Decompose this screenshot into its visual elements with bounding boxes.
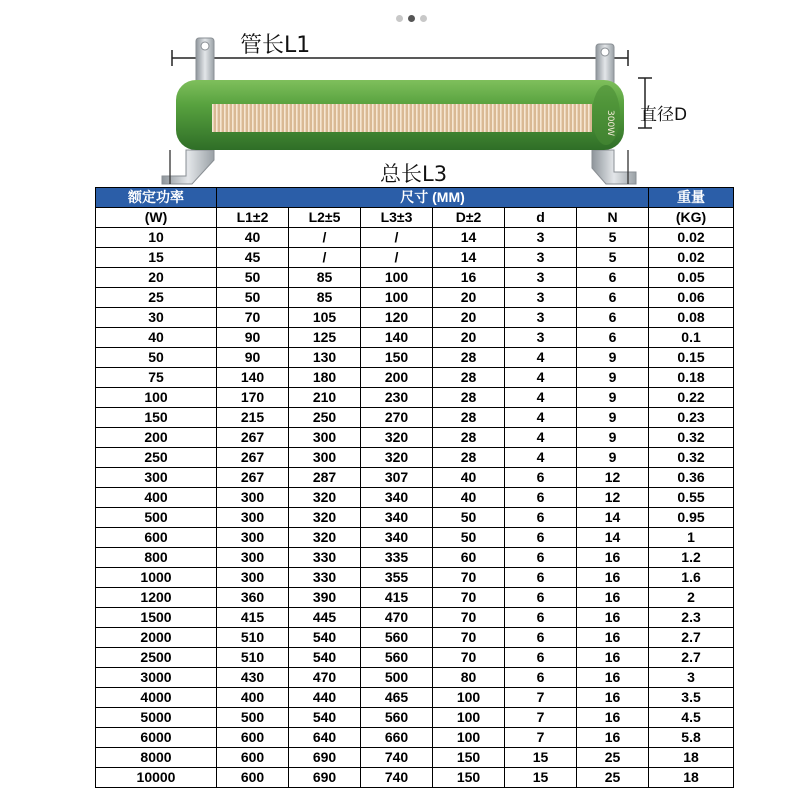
- table-cell: 125: [289, 328, 361, 348]
- table-cell: /: [289, 228, 361, 248]
- table-cell: 360: [217, 588, 289, 608]
- table-cell: 0.02: [649, 248, 734, 268]
- table-cell: 50: [433, 508, 505, 528]
- table-row: [96, 268, 734, 288]
- table-cell: 300: [289, 428, 361, 448]
- table-cell: 100: [433, 688, 505, 708]
- table-cell: 340: [361, 528, 433, 548]
- table-cell: 25: [577, 748, 649, 768]
- table-cell: 4: [505, 368, 577, 388]
- table-cell: 300: [289, 448, 361, 468]
- table-cell: 16: [577, 708, 649, 728]
- col-header: d: [505, 208, 577, 228]
- table-cell: 320: [289, 508, 361, 528]
- table-cell: 20: [96, 268, 217, 288]
- table-cell: 470: [361, 608, 433, 628]
- table-row: [96, 568, 734, 588]
- table-cell: 16: [577, 588, 649, 608]
- table-row: [96, 308, 734, 328]
- table-cell: 50: [217, 288, 289, 308]
- table-cell: 9: [577, 348, 649, 368]
- table-cell: 320: [361, 428, 433, 448]
- col-header: D±2: [433, 208, 505, 228]
- table-cell: 180: [289, 368, 361, 388]
- table-cell: 510: [217, 648, 289, 668]
- table-cell: 105: [289, 308, 361, 328]
- table-cell: 0.32: [649, 448, 734, 468]
- table-cell: 4: [505, 348, 577, 368]
- table-cell: 14: [433, 248, 505, 268]
- table-cell: 300: [217, 508, 289, 528]
- table-cell: 440: [289, 688, 361, 708]
- table-cell: /: [289, 248, 361, 268]
- table-row: [96, 768, 734, 788]
- table-cell: 6: [505, 528, 577, 548]
- table-row: [96, 288, 734, 308]
- table-cell: 3: [505, 328, 577, 348]
- table-cell: 20: [433, 308, 505, 328]
- col-header: (W): [96, 208, 217, 228]
- table-cell: /: [361, 248, 433, 268]
- table-cell: 40: [96, 328, 217, 348]
- table-cell: 300: [217, 548, 289, 568]
- header-rated-power: 额定功率: [96, 188, 217, 208]
- table-cell: 267: [217, 468, 289, 488]
- col-header: L3±3: [361, 208, 433, 228]
- table-cell: 6: [505, 548, 577, 568]
- label-diameter: 直径D: [640, 105, 688, 125]
- table-cell: 100: [361, 288, 433, 308]
- table-cell: 70: [433, 568, 505, 588]
- table-cell: 320: [289, 528, 361, 548]
- table-cell: 0.95: [649, 508, 734, 528]
- table-cell: 10: [96, 228, 217, 248]
- table-cell: 3: [505, 308, 577, 328]
- label-tube-length: 管长L1: [240, 33, 311, 58]
- table-row: [96, 588, 734, 608]
- table-cell: 28: [433, 448, 505, 468]
- table-cell: 540: [289, 628, 361, 648]
- table-cell: 300: [217, 488, 289, 508]
- table-cell: 25: [577, 768, 649, 788]
- table-cell: 6: [577, 268, 649, 288]
- table-cell: 170: [217, 388, 289, 408]
- table-cell: 2.3: [649, 608, 734, 628]
- table-cell: 12: [577, 488, 649, 508]
- table-cell: 8000: [96, 748, 217, 768]
- table-cell: 6: [505, 508, 577, 528]
- table-cell: 200: [361, 368, 433, 388]
- table-cell: 2.7: [649, 628, 734, 648]
- table-cell: 6: [505, 468, 577, 488]
- table-cell: 690: [289, 748, 361, 768]
- table-cell: 600: [96, 528, 217, 548]
- table-row: [96, 628, 734, 648]
- table-cell: 10000: [96, 768, 217, 788]
- table-cell: 18: [649, 768, 734, 788]
- table-cell: 9: [577, 408, 649, 428]
- table-cell: 355: [361, 568, 433, 588]
- table-cell: /: [361, 228, 433, 248]
- table-cell: 445: [289, 608, 361, 628]
- table-row: [96, 668, 734, 688]
- table-cell: 7: [505, 728, 577, 748]
- table-cell: 3: [505, 248, 577, 268]
- table-cell: 2.7: [649, 648, 734, 668]
- table-cell: 6: [505, 628, 577, 648]
- table-cell: 270: [361, 408, 433, 428]
- table-cell: 390: [289, 588, 361, 608]
- table-cell: 16: [577, 668, 649, 688]
- table-cell: 12: [577, 468, 649, 488]
- table-cell: 14: [577, 528, 649, 548]
- table-cell: 6: [505, 648, 577, 668]
- table-cell: 25: [96, 288, 217, 308]
- table-cell: 15: [505, 748, 577, 768]
- table-cell: 15: [505, 768, 577, 788]
- table-cell: 740: [361, 768, 433, 788]
- table-cell: 400: [217, 688, 289, 708]
- table-cell: 320: [289, 488, 361, 508]
- table-cell: 40: [217, 228, 289, 248]
- table-cell: 0.18: [649, 368, 734, 388]
- table-cell: 60: [433, 548, 505, 568]
- table-cell: 16: [577, 568, 649, 588]
- table-cell: 15: [96, 248, 217, 268]
- table-cell: 690: [289, 768, 361, 788]
- table-cell: 5.8: [649, 728, 734, 748]
- table-cell: 6: [577, 328, 649, 348]
- col-header: (KG): [649, 208, 734, 228]
- table-cell: 4: [505, 428, 577, 448]
- table-cell: 320: [361, 448, 433, 468]
- table-cell: 75: [96, 368, 217, 388]
- table-cell: 470: [289, 668, 361, 688]
- table-cell: 16: [577, 688, 649, 708]
- table-row: [96, 348, 734, 368]
- table-cell: 18: [649, 748, 734, 768]
- table-cell: 600: [217, 728, 289, 748]
- table-cell: 100: [361, 268, 433, 288]
- table-cell: 85: [289, 288, 361, 308]
- table-cell: 1: [649, 528, 734, 548]
- table-cell: 6: [505, 608, 577, 628]
- table-cell: 6: [505, 568, 577, 588]
- table-cell: 16: [577, 628, 649, 648]
- spec-table-body: [96, 228, 734, 788]
- table-cell: 300: [96, 468, 217, 488]
- table-cell: 28: [433, 428, 505, 448]
- table-cell: 16: [577, 608, 649, 628]
- table-row: [96, 748, 734, 768]
- table-cell: 45: [217, 248, 289, 268]
- table-cell: 14: [433, 228, 505, 248]
- table-cell: 1000: [96, 568, 217, 588]
- table-cell: 9: [577, 388, 649, 408]
- table-cell: 80: [433, 668, 505, 688]
- table-cell: 465: [361, 688, 433, 708]
- table-cell: 90: [217, 328, 289, 348]
- table-cell: 9: [577, 368, 649, 388]
- table-cell: 540: [289, 648, 361, 668]
- table-cell: 540: [289, 708, 361, 728]
- table-cell: 3: [649, 668, 734, 688]
- table-row: [96, 248, 734, 268]
- table-cell: 415: [217, 608, 289, 628]
- table-cell: 140: [361, 328, 433, 348]
- table-cell: 1500: [96, 608, 217, 628]
- table-cell: 7: [505, 688, 577, 708]
- table-cell: 16: [433, 268, 505, 288]
- col-header: L2±5: [289, 208, 361, 228]
- table-cell: 300: [217, 568, 289, 588]
- table-cell: 560: [361, 648, 433, 668]
- table-cell: 800: [96, 548, 217, 568]
- table-cell: 210: [289, 388, 361, 408]
- table-cell: 6: [505, 588, 577, 608]
- table-cell: 3000: [96, 668, 217, 688]
- table-cell: 70: [433, 628, 505, 648]
- table-cell: 400: [96, 488, 217, 508]
- header-dimensions: 尺寸 (MM): [217, 188, 649, 208]
- table-cell: 120: [361, 308, 433, 328]
- table-cell: 70: [433, 588, 505, 608]
- header-weight: 重量: [649, 188, 734, 208]
- table-cell: 0.15: [649, 348, 734, 368]
- table-cell: 28: [433, 408, 505, 428]
- col-header: N: [577, 208, 649, 228]
- table-row: [96, 488, 734, 508]
- table-row: [96, 508, 734, 528]
- table-cell: 28: [433, 368, 505, 388]
- table-cell: 50: [217, 268, 289, 288]
- table-cell: 4000: [96, 688, 217, 708]
- table-cell: 20: [433, 288, 505, 308]
- table-cell: 150: [361, 348, 433, 368]
- table-cell: 3: [505, 268, 577, 288]
- table-cell: 510: [217, 628, 289, 648]
- table-cell: 20: [433, 328, 505, 348]
- table-cell: 560: [361, 628, 433, 648]
- table-cell: 0.06: [649, 288, 734, 308]
- table-cell: 640: [289, 728, 361, 748]
- table-cell: 90: [217, 348, 289, 368]
- table-cell: 5000: [96, 708, 217, 728]
- table-row: [96, 388, 734, 408]
- table-cell: 4.5: [649, 708, 734, 728]
- table-row: [96, 548, 734, 568]
- table-cell: 30: [96, 308, 217, 328]
- table-row: [96, 448, 734, 468]
- table-cell: 415: [361, 588, 433, 608]
- table-cell: 0.08: [649, 308, 734, 328]
- table-cell: 250: [96, 448, 217, 468]
- table-cell: 85: [289, 268, 361, 288]
- table-cell: 9: [577, 448, 649, 468]
- table-row: [96, 528, 734, 548]
- table-cell: 500: [217, 708, 289, 728]
- table-cell: 4: [505, 408, 577, 428]
- table-cell: 70: [433, 648, 505, 668]
- table-cell: 7: [505, 708, 577, 728]
- table-cell: 307: [361, 468, 433, 488]
- mounting-bracket-right: [592, 150, 636, 184]
- table-row: [96, 708, 734, 728]
- table-cell: 430: [217, 668, 289, 688]
- table-row: [96, 728, 734, 748]
- table-cell: 6: [577, 288, 649, 308]
- table-cell: 1.6: [649, 568, 734, 588]
- table-cell: 600: [217, 748, 289, 768]
- table-cell: 600: [217, 768, 289, 788]
- table-row: [96, 648, 734, 668]
- table-row: [96, 408, 734, 428]
- table-cell: 560: [361, 708, 433, 728]
- table-cell: 0.36: [649, 468, 734, 488]
- spec-table: [95, 187, 734, 788]
- table-cell: 100: [433, 708, 505, 728]
- table-cell: 0.32: [649, 428, 734, 448]
- table-cell: 16: [577, 548, 649, 568]
- table-cell: 150: [96, 408, 217, 428]
- table-cell: 4: [505, 388, 577, 408]
- table-cell: 70: [217, 308, 289, 328]
- table-cell: 500: [96, 508, 217, 528]
- table-cell: 16: [577, 728, 649, 748]
- table-cell: 250: [289, 408, 361, 428]
- table-cell: 330: [289, 568, 361, 588]
- table-row: [96, 688, 734, 708]
- table-cell: 4: [505, 448, 577, 468]
- table-cell: 130: [289, 348, 361, 368]
- table-cell: 100: [433, 728, 505, 748]
- table-cell: 6: [505, 488, 577, 508]
- table-cell: 3: [505, 288, 577, 308]
- resistor-marking: 300W: [605, 110, 615, 137]
- table-cell: 40: [433, 488, 505, 508]
- table-cell: 5: [577, 228, 649, 248]
- table-cell: 2: [649, 588, 734, 608]
- table-cell: 740: [361, 748, 433, 768]
- table-row: [96, 328, 734, 348]
- table-cell: 0.23: [649, 408, 734, 428]
- table-cell: 0.55: [649, 488, 734, 508]
- table-cell: 340: [361, 488, 433, 508]
- table-cell: 9: [577, 428, 649, 448]
- table-row: [96, 468, 734, 488]
- table-cell: 335: [361, 548, 433, 568]
- table-row: [96, 368, 734, 388]
- table-cell: 0.1: [649, 328, 734, 348]
- col-header: L1±2: [217, 208, 289, 228]
- table-cell: 6: [577, 308, 649, 328]
- table-cell: 200: [96, 428, 217, 448]
- label-total-length: 总长L3: [380, 162, 448, 186]
- resistor-coil: [212, 104, 592, 132]
- table-cell: 660: [361, 728, 433, 748]
- table-cell: 140: [217, 368, 289, 388]
- table-cell: 0.02: [649, 228, 734, 248]
- table-cell: 500: [361, 668, 433, 688]
- table-cell: 287: [289, 468, 361, 488]
- table-cell: 40: [433, 468, 505, 488]
- table-cell: 2000: [96, 628, 217, 648]
- table-cell: 14: [577, 508, 649, 528]
- table-cell: 150: [433, 768, 505, 788]
- table-row: [96, 428, 734, 448]
- table-cell: 215: [217, 408, 289, 428]
- table-cell: 330: [289, 548, 361, 568]
- table-cell: 0.05: [649, 268, 734, 288]
- table-cell: 70: [433, 608, 505, 628]
- table-cell: 3.5: [649, 688, 734, 708]
- table-cell: 50: [433, 528, 505, 548]
- table-cell: 300: [217, 528, 289, 548]
- table-cell: 100: [96, 388, 217, 408]
- table-cell: 6000: [96, 728, 217, 748]
- table-cell: 1200: [96, 588, 217, 608]
- table-cell: 3: [505, 228, 577, 248]
- table-cell: 28: [433, 388, 505, 408]
- table-cell: 230: [361, 388, 433, 408]
- table-cell: 267: [217, 428, 289, 448]
- table-row: [96, 228, 734, 248]
- table-cell: 5: [577, 248, 649, 268]
- table-cell: 0.22: [649, 388, 734, 408]
- table-cell: 28: [433, 348, 505, 368]
- table-cell: 340: [361, 508, 433, 528]
- table-cell: 150: [433, 748, 505, 768]
- table-row: [96, 608, 734, 628]
- table-cell: 2500: [96, 648, 217, 668]
- table-cell: 6: [505, 668, 577, 688]
- table-cell: 267: [217, 448, 289, 468]
- table-cell: 1.2: [649, 548, 734, 568]
- table-cell: 50: [96, 348, 217, 368]
- table-cell: 16: [577, 648, 649, 668]
